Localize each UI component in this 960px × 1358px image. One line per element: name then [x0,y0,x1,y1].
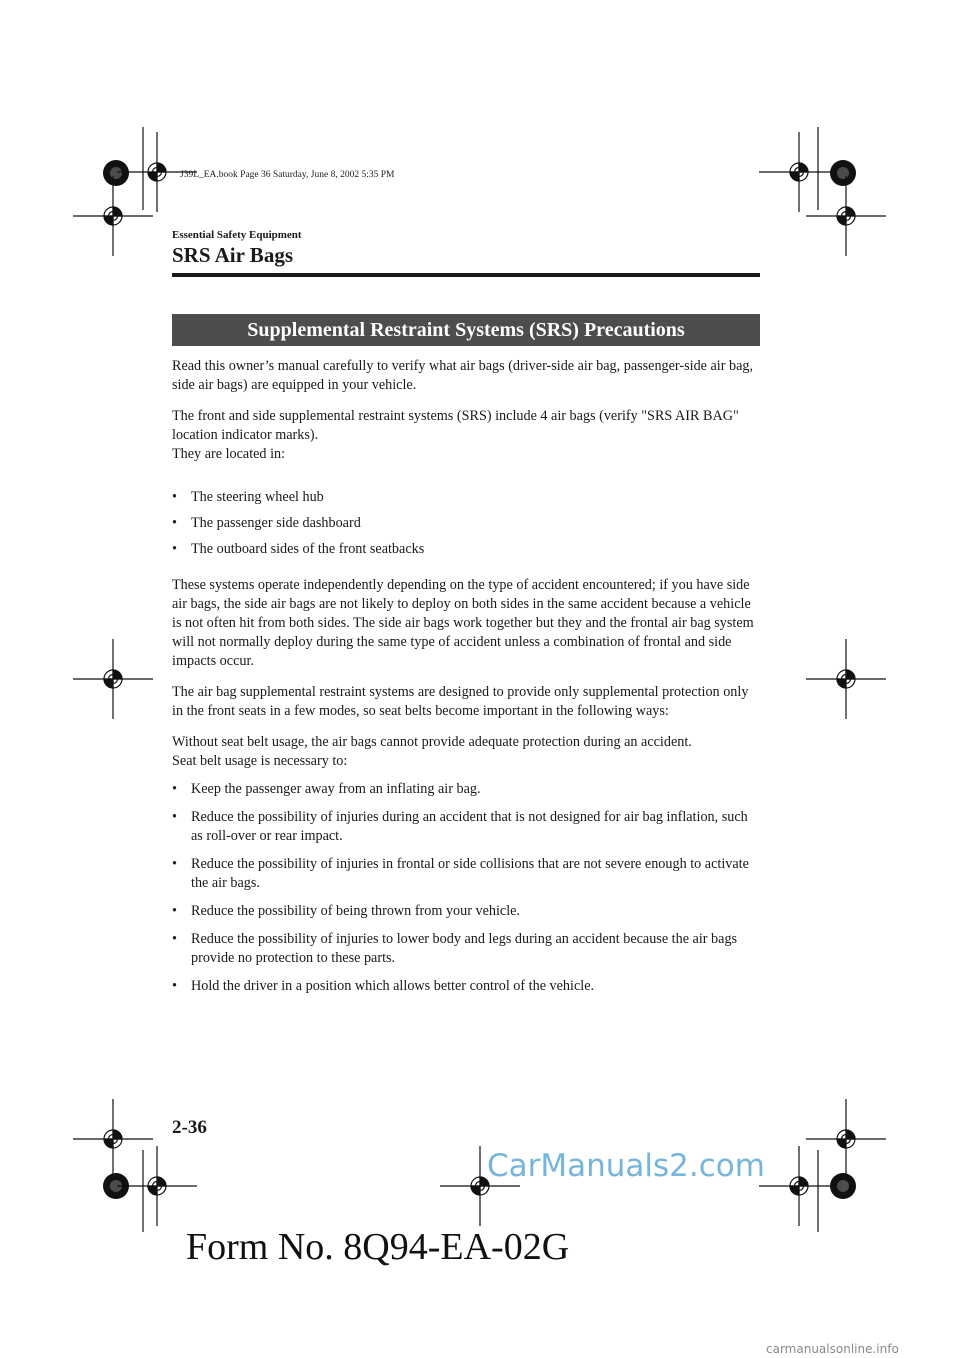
seat-belt-reasons-list [172,780,762,996]
paragraph: Seat belt usage is necessary to: [172,753,348,769]
bottom-left-side-reg-mark [73,1099,153,1179]
paragraph: The front and side supplemental restraint systems (SRS) include 4 air bags (verify "SRS AIR BAG" location indicator marks). [172,408,739,443]
list-item: • The outboard sides of the front seatbacks [172,541,425,557]
airbag-locations-list [172,488,762,559]
paragraph: The air bag supplemental restraint systems are designed to provide only supplemental protection only in the front seats in a few modes, so seat belts become important in the following ways: [172,684,749,719]
list-item: • Reduce the possibility of injuries to lower body and legs during an accident because the air bags provide no protection to these parts. [172,931,738,966]
page-number: 2-36 [172,1117,207,1138]
bullet: • [172,781,177,797]
list-item: • Keep the passenger away from an inflating air bag. [172,781,481,797]
list-item: • Hold the driver in a position which allows better control of the vehicle. [172,978,595,994]
top-right-starburst-mark [830,160,856,186]
body-text [172,357,762,1005]
bullet: • [172,978,177,994]
footer-site-link[interactable]: carmanualsonline.info [766,1342,899,1356]
form-number: Form No. 8Q94-EA-02G [186,1226,570,1268]
bullet: • [172,515,177,531]
bottom-left-reg-mark [117,1146,197,1226]
list-item: • The steering wheel hub [172,489,324,505]
bullet: • [172,903,177,919]
paragraph: Without seat belt usage, the air bags cannot provide adequate protection during an accident. [172,734,692,750]
top-left-starburst-mark [103,160,129,186]
section-label: Essential Safety Equipment [172,229,302,241]
print-info: J39L_EA.book Page 36 Saturday, June 8, 2002 5:35 PM [180,170,395,180]
bottom-right-starburst-mark [830,1173,856,1199]
list-item: • The passenger side dashboard [172,515,361,531]
bullet: • [172,809,177,825]
paragraph: These systems operate independently depending on the type of accident encountered; if you have side air bags, the side air bags are not likely to deploy on both sides in the same accident because a vehicle is not often hit from both sides. The side air bags work together but they and the frontal air bag system will not normally deploy during the same type of accident unless a combination of frontal and side impacts occur. [172,577,754,669]
middle-left-reg-mark [73,639,153,719]
precautions-banner: Supplemental Restraint Systems (SRS) Precautions [172,314,760,346]
watermark-link[interactable]: CarManuals2.com [487,1148,765,1184]
bullet: • [172,489,177,505]
top-right-reg-mark [759,132,839,212]
paragraph: They are located in: [172,446,286,462]
bullet: • [172,931,177,947]
page-title: SRS Air Bags [172,243,293,267]
list-item: • Reduce the possibility of injuries during an accident that is not designed for air bag inflation, such as roll-over or rear impact. [172,809,748,844]
top-left-side-reg-mark [73,176,153,256]
title-rule [172,273,760,277]
list-item: • Reduce the possibility of injuries in frontal or side collisions that are not severe enough to activate the air bags. [172,856,749,891]
bullet: • [172,856,177,872]
list-item: • Reduce the possibility of being thrown from your vehicle. [172,903,521,919]
paragraph: Read this owner’s manual carefully to verify what air bags (driver-side air bag, passenger-side air bag, side air bags) are equipped in your vehicle. [172,358,754,393]
middle-right-reg-mark [806,639,886,719]
bottom-right-reg-mark [759,1146,839,1226]
bullet: • [172,541,177,557]
